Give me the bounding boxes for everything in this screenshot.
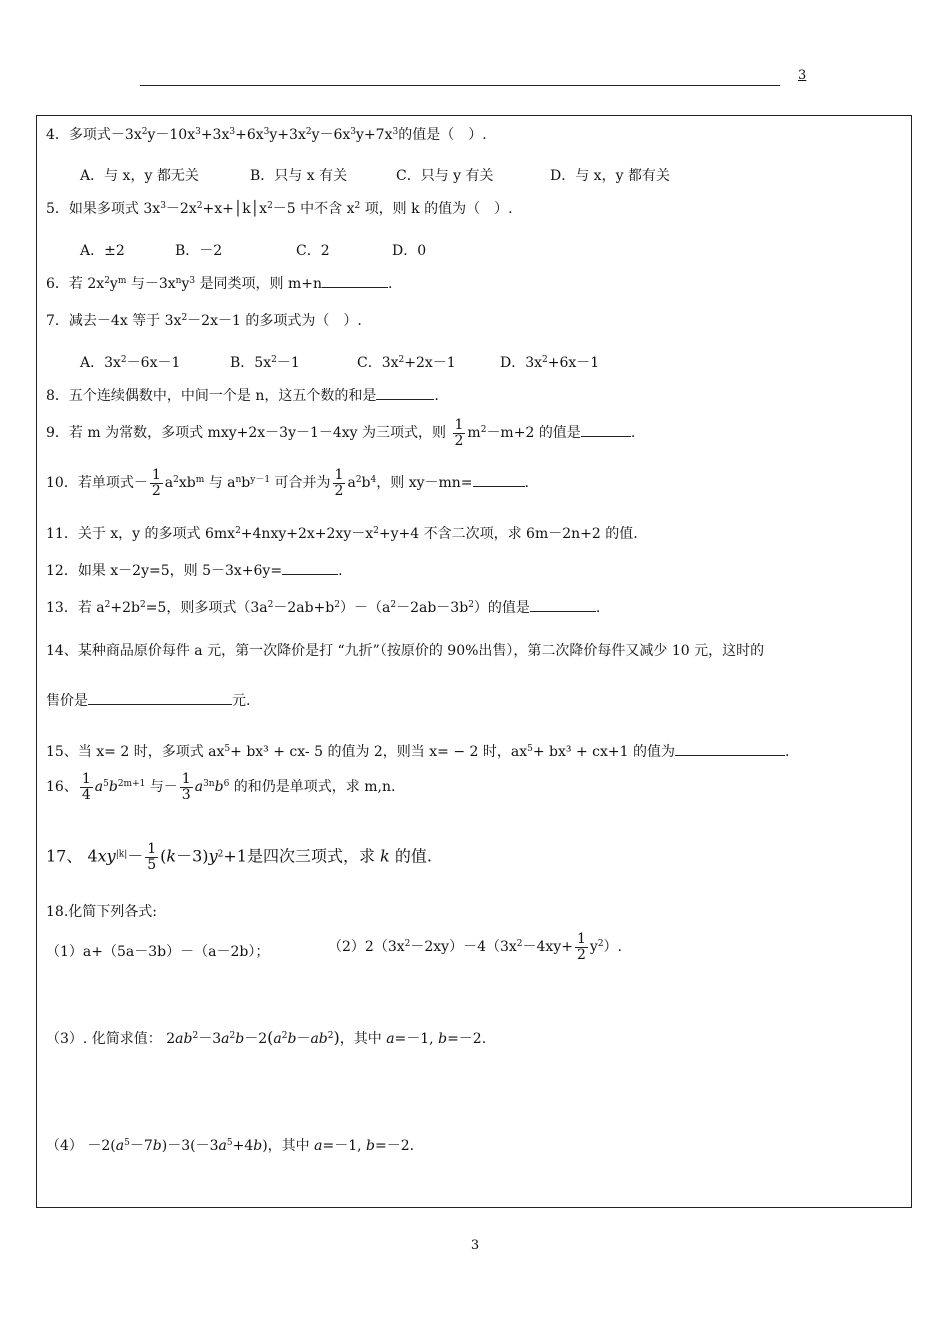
question-11: 11．关于 x，y 的多项式 $6mx^2+4nxy+2x+2xy-x^2+y+4$ 不含二次项，求 6m－2n+2 的值. <box>46 526 638 542</box>
question-18-part-1: （1）a+（5a－3b）－（a－2b）； <box>46 944 270 960</box>
question-4: 4．多项式$-3x^2y-10x^3+3x^3+6x^3y+3x^2y-6x^3y+7x^3$的值是（ ）. <box>46 127 487 143</box>
q4-option-b: B．只与 x 有关 <box>250 168 348 184</box>
q4-option-d: D．与 x，y 都有关 <box>550 168 670 184</box>
question-16: 16、 $\frac{1}{4}$ $a^5b^{2m+1}$ 与－ $\frac{1}{3}$ $a^{3n}b^6$ 的和仍是单项式，求 m,n. <box>46 771 396 803</box>
q9-answer-blank[interactable] <box>581 435 631 437</box>
q8-answer-blank[interactable] <box>376 398 434 400</box>
q7-option-d: D．$3x^2+6x-1$ <box>500 355 600 371</box>
fraction-fifth: $\frac{1}{5}$ <box>147 841 157 873</box>
q4-option-c: C．只与 y 有关 <box>396 168 494 184</box>
question-18-title: 18.化简下列各式: <box>46 904 157 920</box>
q7-option-a: A．$3x^2-6x-1$ <box>80 355 181 371</box>
q4-option-a: A．与 x，y 都无关 <box>80 168 199 184</box>
fraction-half: $\frac{1}{2}$ <box>334 467 344 499</box>
question-17: 17、 $4xy^{|k|}-$ $\frac{1}{5}$ $(k-3)y^2+1$是四次三项式，求 k 的值. <box>46 841 432 873</box>
q7-option-c: C．$3x^2+2x-1$ <box>357 355 456 371</box>
question-7: 7．减去－4x 等于 $3x^2-2x-1$ 的多项式为（ ）. <box>46 313 362 329</box>
fraction-third: $\frac{1}{3}$ <box>181 771 191 803</box>
fraction-half: $\frac{1}{2}$ <box>151 467 161 499</box>
fraction-half: $\frac{1}{2}$ <box>454 417 464 449</box>
question-6: 6．若 $2x^2y^m$ 与$-3x^ny^3$ 是同类项，则 m+n . <box>46 276 393 292</box>
q12-answer-blank[interactable] <box>282 573 338 575</box>
question-9: 9．若 m 为常数，多项式 mxy+2x－3y－1－4xy 为三项式，则 $\frac{1}{2}$ $m^2-m+2$ 的值是 . <box>46 417 636 449</box>
question-15: 15、当 x= 2 时，多项式 $ax^5+ bx^3 + cx-$ 5 的值为 2，则当 x= − 2 时，$ax^5+ bx^3 + cx+1$ 的值为 . <box>46 744 790 760</box>
q5-option-c: C．2 <box>296 243 330 259</box>
question-13: 13．若 $a^2+2b^2=5$，则多项式$(3a^2-2ab+b^2)-(a^2-2ab-3b^2)$的值是 . <box>46 600 601 616</box>
question-14-line-1: 14、某种商品原价每件 a 元，第一次降价是打 “九折”（按原价的 90%出售），第二次降价每件又减少 10 元，这时的 <box>46 643 765 659</box>
fraction-quarter: $\frac{1}{4}$ <box>81 771 91 803</box>
question-5: 5．如果多项式 $3x^3-2x^2+x+│k│x^2-5$ 中不含 $x^2$ 项，则 k 的值为（ ）. <box>46 201 513 217</box>
question-12: 12．如果 x－2y=5，则 5－3x+6y= . <box>46 563 343 579</box>
fraction-half: $\frac{1}{2}$ <box>576 931 586 963</box>
q7-option-b: B．$5x^2-1$ <box>230 355 300 371</box>
q13-answer-blank[interactable] <box>530 610 596 612</box>
header-page-number: 3 <box>798 68 807 83</box>
q15-answer-blank[interactable] <box>675 754 785 756</box>
q10-answer-blank[interactable] <box>473 485 525 487</box>
question-14-line-2: 售价是 元. <box>46 693 251 709</box>
q6-answer-blank[interactable] <box>322 286 388 288</box>
q5-option-a: A．±2 <box>80 243 125 259</box>
footer-page-number: 3 <box>470 1238 480 1253</box>
question-18-part-4: $(4) -2(a^5-7b)-3(-3a^5+4b)$，其中 a=－1, b=－2. <box>46 1138 415 1154</box>
question-8: 8．五个连续偶数中，中间一个是 n，这五个数的和是 . <box>46 388 439 404</box>
question-10: 10．若单项式－ $\frac{1}{2}$ $a^2xb^m$ 与 $a^nb^{y-1}$ 可合并为 $\frac{1}{2}$ $a^2b^4$，则 xy－mn= . <box>46 467 529 499</box>
q5-option-d: D．0 <box>392 243 427 259</box>
question-18-part-2: $(2)2(3x^2-2xy)-4(3x^2-4xy+$ $\frac{1}{2}$ $y^2$）. <box>328 931 622 963</box>
question-18-part-3: （3）. 化简求值： $2ab^2-3a^2b-2(a^2b-ab^2)$，其中 a=－1, b=－2. <box>46 1028 487 1047</box>
q5-option-b: B．－2 <box>175 243 223 259</box>
q14-answer-blank[interactable] <box>88 703 232 705</box>
header-rule <box>140 85 780 86</box>
